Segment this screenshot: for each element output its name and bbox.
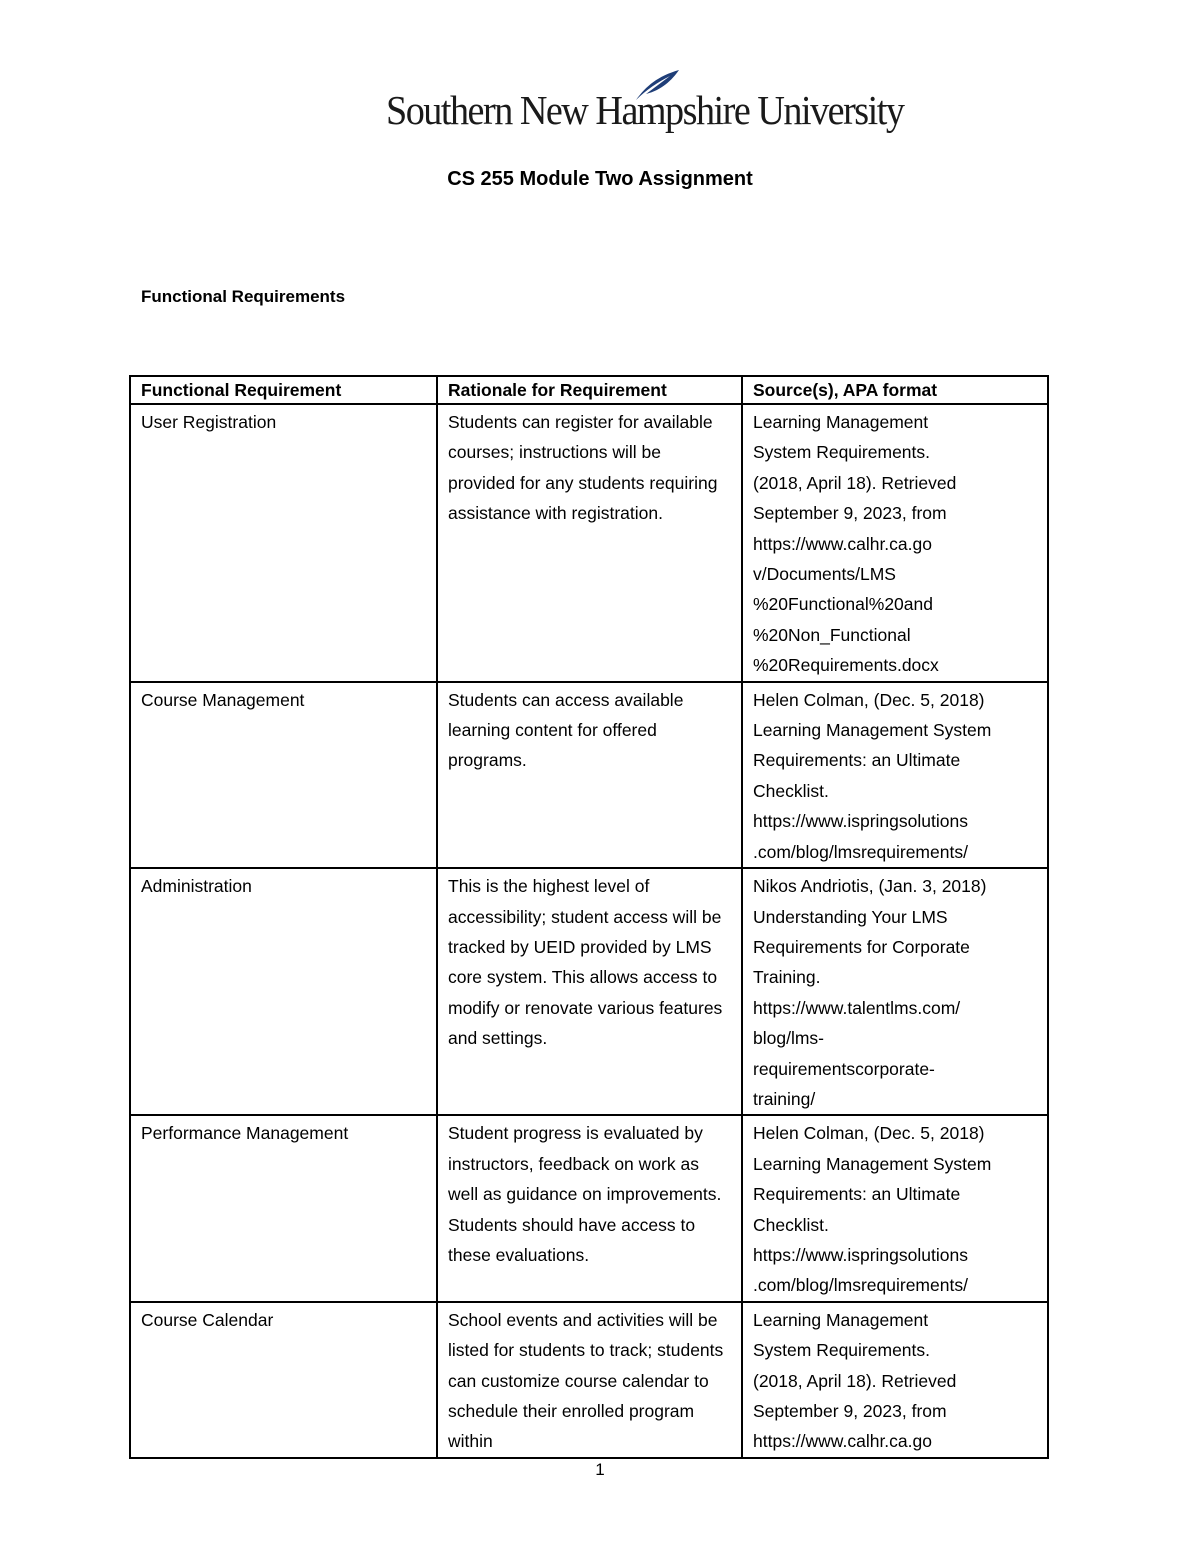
- requirements-table: [129, 375, 1049, 1459]
- source-line: %20Non_Functional: [753, 624, 911, 645]
- page-number: 1: [595, 1460, 605, 1479]
- document-title: CS 255 Module Two Assignment: [447, 168, 753, 190]
- source-line: Nikos Andriotis, (Jan. 3, 2018): [753, 876, 987, 897]
- source-line: Checklist.: [753, 1214, 829, 1235]
- rationale-cell: Student progress is evaluated by instructors, feedback on work as well as guidance on improvements. Students should have access to these evaluations.: [437, 1115, 742, 1301]
- source-line: %20Requirements.docx: [753, 655, 939, 676]
- source-line: (2018, April 18). Retrieved: [753, 472, 957, 493]
- table-header-row: [130, 376, 1048, 404]
- requirement-cell: Performance Management: [130, 1115, 437, 1301]
- source-line: Training.: [753, 967, 821, 988]
- table-row: [130, 1115, 1048, 1301]
- source-line: %20Functional%20and: [753, 594, 933, 615]
- source-line: Understanding Your LMS: [753, 906, 948, 927]
- logo-wordmark: Southern New Hampshire University: [386, 87, 904, 133]
- source-line: v/Documents/LMS: [753, 564, 896, 585]
- source-cell: [742, 1302, 1048, 1458]
- table-row: [130, 868, 1048, 1115]
- source-line: System Requirements.: [753, 442, 931, 463]
- source-line: Learning Management: [753, 1309, 929, 1330]
- source-line: https://www.ispringsolutions: [753, 811, 968, 832]
- source-cell: [742, 682, 1048, 868]
- rationale-cell: School events and activities will be listed for students to track; students can customize course calendar to schedule their enrolled program within: [437, 1302, 742, 1458]
- source-line: September 9, 2023, from: [753, 503, 947, 524]
- university-logo: [386, 68, 904, 138]
- requirement-cell: Administration: [130, 868, 437, 1115]
- column-header-requirement: Functional Requirement: [130, 376, 437, 404]
- rationale-cell: Students can register for available courses; instructions will be provided for any students requiring assistance with registration.: [437, 404, 742, 682]
- table-row: [130, 682, 1048, 868]
- source-line: Requirements: an Ultimate: [753, 1184, 961, 1205]
- source-line: Learning Management System: [753, 720, 992, 741]
- column-header-source: Source(s), APA format: [742, 376, 1048, 404]
- source-line: System Requirements.: [753, 1340, 931, 1361]
- requirement-cell: User Registration: [130, 404, 437, 682]
- rationale-cell: This is the highest level of accessibility; student access will be tracked by UEID provided by LMS core system. This allows access to modify or renovate various features and settings.: [437, 868, 742, 1115]
- source-line: Learning Management System: [753, 1153, 992, 1174]
- source-line: Requirements for Corporate: [753, 936, 970, 957]
- source-line: https://www.ispringsolutions: [753, 1244, 968, 1265]
- rationale-cell: Students can access available learning content for offered programs.: [437, 682, 742, 868]
- source-line: https://www.talentlms.com/: [753, 997, 961, 1018]
- source-line: Checklist.: [753, 780, 829, 801]
- source-line: Helen Colman, (Dec. 5, 2018): [753, 1123, 985, 1144]
- section-heading: Functional Requirements: [141, 287, 346, 306]
- source-line: Requirements: an Ultimate: [753, 750, 961, 771]
- source-line: training/: [753, 1088, 816, 1109]
- requirement-cell: Course Calendar: [130, 1302, 437, 1458]
- source-line: Learning Management: [753, 412, 929, 432]
- table-body: [130, 404, 1048, 1458]
- source-line: requirementscorporate-: [753, 1058, 935, 1079]
- source-line: .com/blog/lmsrequirements/: [753, 1275, 968, 1296]
- source-line: (2018, April 18). Retrieved: [753, 1370, 957, 1391]
- source-line: https://www.calhr.ca.go: [753, 1431, 932, 1452]
- source-cell: [742, 868, 1048, 1115]
- source-line: Helen Colman, (Dec. 5, 2018): [753, 689, 985, 710]
- source-line: https://www.calhr.ca.go: [753, 533, 932, 554]
- table-row: [130, 404, 1048, 682]
- column-header-rationale: Rationale for Requirement: [437, 376, 742, 404]
- source-line: blog/lms-: [753, 1028, 824, 1049]
- table-row: [130, 1302, 1048, 1458]
- requirement-cell: Course Management: [130, 682, 437, 868]
- source-line: .com/blog/lmsrequirements/: [753, 841, 968, 862]
- source-cell: [742, 404, 1048, 682]
- source-cell: [742, 1115, 1048, 1301]
- source-line: September 9, 2023, from: [753, 1401, 947, 1421]
